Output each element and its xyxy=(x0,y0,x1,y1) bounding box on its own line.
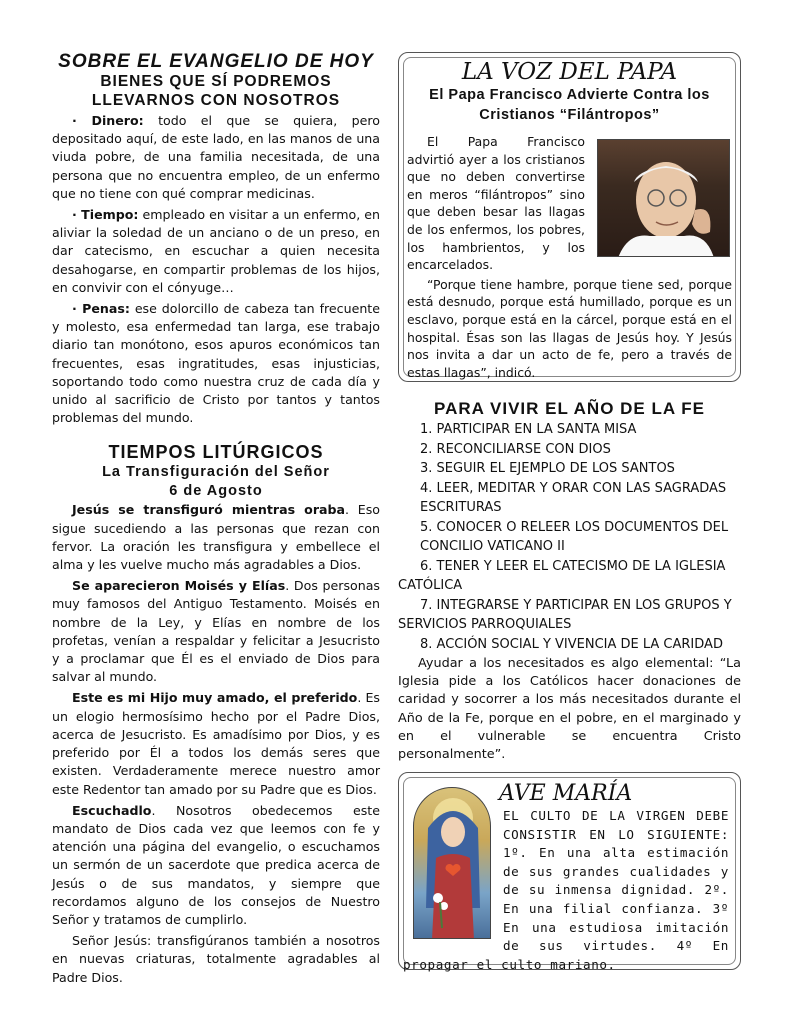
papa-subtitle: El Papa Francisco Advierte Contra los Cristianos “Filántropos” xyxy=(429,87,710,123)
fe-item-5: 5. CONOCER O RELEER LOS DOCUMENTOS DEL CONCILIO VATICANO II xyxy=(420,519,729,554)
lit-label-3: Este es mi Hijo muy amado, el preferido xyxy=(72,690,358,706)
fe-section xyxy=(398,398,741,764)
left-column xyxy=(52,52,380,987)
liturgical-subtitle: La Transfiguración del Señor xyxy=(102,464,330,481)
lit-text-2: . Dos personas muy famosos del Antiguo Testamento. Moisés en nombre de la Ley, y Elías en nombre de los profetas, venían a respaldar y felicitar a Jesucristo y a proclamar que Él es el enviado de Dios para salvar al mundo. xyxy=(52,578,380,685)
liturgical-title: TIEMPOS LITÚRGICOS xyxy=(108,442,324,463)
fe-title: PARA VIVIR EL AÑO DE LA FE xyxy=(434,399,705,418)
pope-photo xyxy=(597,139,730,257)
ave-float-spacer xyxy=(403,807,503,955)
liturgical-paragraph-2 xyxy=(52,577,380,686)
time-label: · Tiempo: xyxy=(72,207,139,223)
fe-item-7: 7. INTEGRARSE Y PARTICIPAR EN LOS GRUPOS Y SERVICIOS PARROQUIALES xyxy=(398,597,732,632)
lit-text-4: . Nosotros obedecemos este mandato de Dios cada vez que leemos con fe y atención una página del evangelio, o escuchamos un sermón de un sacerdote que predica acerca de Jesús o de sus mandatos, y siempre que recordamos alguno de los consejos de Nuestro Señor y tratamos de cumplirlo. xyxy=(52,802,380,927)
fe-item-3: 3. SEGUIR EL EJEMPLO DE LOS SANTOS xyxy=(420,461,675,476)
papa-quote: “Porque tiene hambre, porque tiene sed, porque está desnudo, porque está humillado, porque es un esclavo, porque está en la cárcel, porque está en el hospital. Ésas son las llagas de Jesús hoy. Y Jesús nos invita a dar un acto de fe, pero a través de estas llagas”, indicó. xyxy=(407,276,732,380)
fe-item-2: 2. RECONCILIARSE CON DIOS xyxy=(420,441,611,457)
fe-closing: Ayudar a los necesitados es algo elemental: “La Iglesia pide a los Católicos hacer donaciones de caridad y socorrer a los más necesitados durante el Año de la Fe, porque en el pobre, en el marginado y en el vulnerable se encuentra Cristo personalmente”. xyxy=(398,656,741,763)
liturgical-prayer: Señor Jesús: transfigúranos también a nosotros en nuevas criaturas, totalmente agradables al Padre Dios. xyxy=(52,933,380,985)
gospel-subtitle-2: LLEVARNOS CON NOSOTROS xyxy=(91,92,341,109)
gospel-subtitle-1: BIENES QUE SÍ PODREMOS xyxy=(100,73,332,90)
lit-label-4: Escuchadlo xyxy=(72,802,152,818)
papa-box xyxy=(398,52,741,382)
fe-item-4: 4. LEER, MEDITAR Y ORAR CON LAS SAGRADAS ESCRITURAS xyxy=(420,480,727,515)
papa-title: LA VOZ DEL PAPA xyxy=(461,59,678,85)
lit-label-1: Jesús se transfiguró mientras oraba xyxy=(72,502,346,518)
ave-text: EL CULTO DE LA VIRGEN DEBE CONSISTIR EN LO SIGUIENTE: 1º. En una alta estimación de sus grandes cualidades y de su inmensa dignidad. 2º. En una filial confianza. 3º En una estudiosa imitación de sus virtudes. 4º En propagar el culto mariano. xyxy=(403,808,729,972)
ave-content xyxy=(499,781,729,807)
lit-label-2: Se aparecieron Moisés y Elías xyxy=(72,578,286,594)
liturgical-date: 6 de Agosto xyxy=(169,483,263,500)
money-label: · Dinero: xyxy=(72,113,144,128)
papa-content xyxy=(407,59,732,381)
fe-item-6: 6. TENER Y LEER EL CATECISMO DE LA IGLESIA CATÓLICA xyxy=(398,558,726,593)
ave-title: AVE MARÍA xyxy=(499,781,633,806)
liturgical-paragraph-3 xyxy=(52,689,380,798)
gospel-paragraph-time xyxy=(52,206,380,297)
liturgical-paragraph-1 xyxy=(52,501,380,574)
ave-text-wrap xyxy=(403,807,729,974)
ave-box xyxy=(398,772,741,970)
gospel-paragraph-money xyxy=(52,112,380,203)
fe-item-1: 1. PARTICIPAR EN LA SANTA MISA xyxy=(420,422,637,437)
sorrows-text: ese dolorcillo de cabeza tan frecuente y molesto, esa enfermedad tan larga, ese trabajo diario tan monótono, esos apuros económicos tan frecuentes, esas ingratitudes, esas injusticias, soportando todo como nuestra cruz de cada día y unido al sacrificio de Cristo por tantos y tantos problemas del mundo. xyxy=(52,301,380,426)
gospel-title: SOBRE EL EVANGELIO DE HOY xyxy=(58,51,374,72)
sorrows-label: · Penas: xyxy=(72,301,130,317)
liturgical-paragraph-4 xyxy=(52,802,380,929)
money-text: todo el que se quiera, pero depositado aquí, de este lado, en las manos de una viuda pobre, de una familia necesitada, de una persona que no encuentra empleo, de un enfermo que no tiene con qué comprar medicinas. xyxy=(52,113,380,201)
lit-text-3: . Es un elogio hermosísimo hecho por el Padre Dios, acerca de Jesucristo. Es amadísimo por Dios, y es preferido por Él a todos los demás seres que existen. Verdaderamente merece nuestro amor este Redentor tan amado por su Padre que es Dios. xyxy=(52,690,380,797)
fe-item-8: 8. ACCIÓN SOCIAL Y VIVENCIA DE LA CARIDAD xyxy=(420,636,723,652)
papa-intro: El Papa Francisco advirtió ayer a los cristianos que no deben convertirse en meros “filántropos” sino que deben besar las llagas de los enfermos, los pobres, los hambrientos, y los encarcelados. xyxy=(407,134,585,273)
time-text: empleado en visitar a un enfermo, en aliviar la soledad de un anciano o de un preso, en dar catecismo, en escuchar a quien necesita desahogarse, en compartir problemas de los hijos, en convivir con el cónyuge… xyxy=(52,207,380,295)
gospel-paragraph-sorrows xyxy=(52,300,380,427)
pope-photo-svg xyxy=(598,140,730,257)
lit-text-1: . Eso sigue sucediendo a las personas que rezan con fervor. La oración les transfigura y embellece el alma y les vuelve mucho más agradables a Dios. xyxy=(52,502,380,573)
